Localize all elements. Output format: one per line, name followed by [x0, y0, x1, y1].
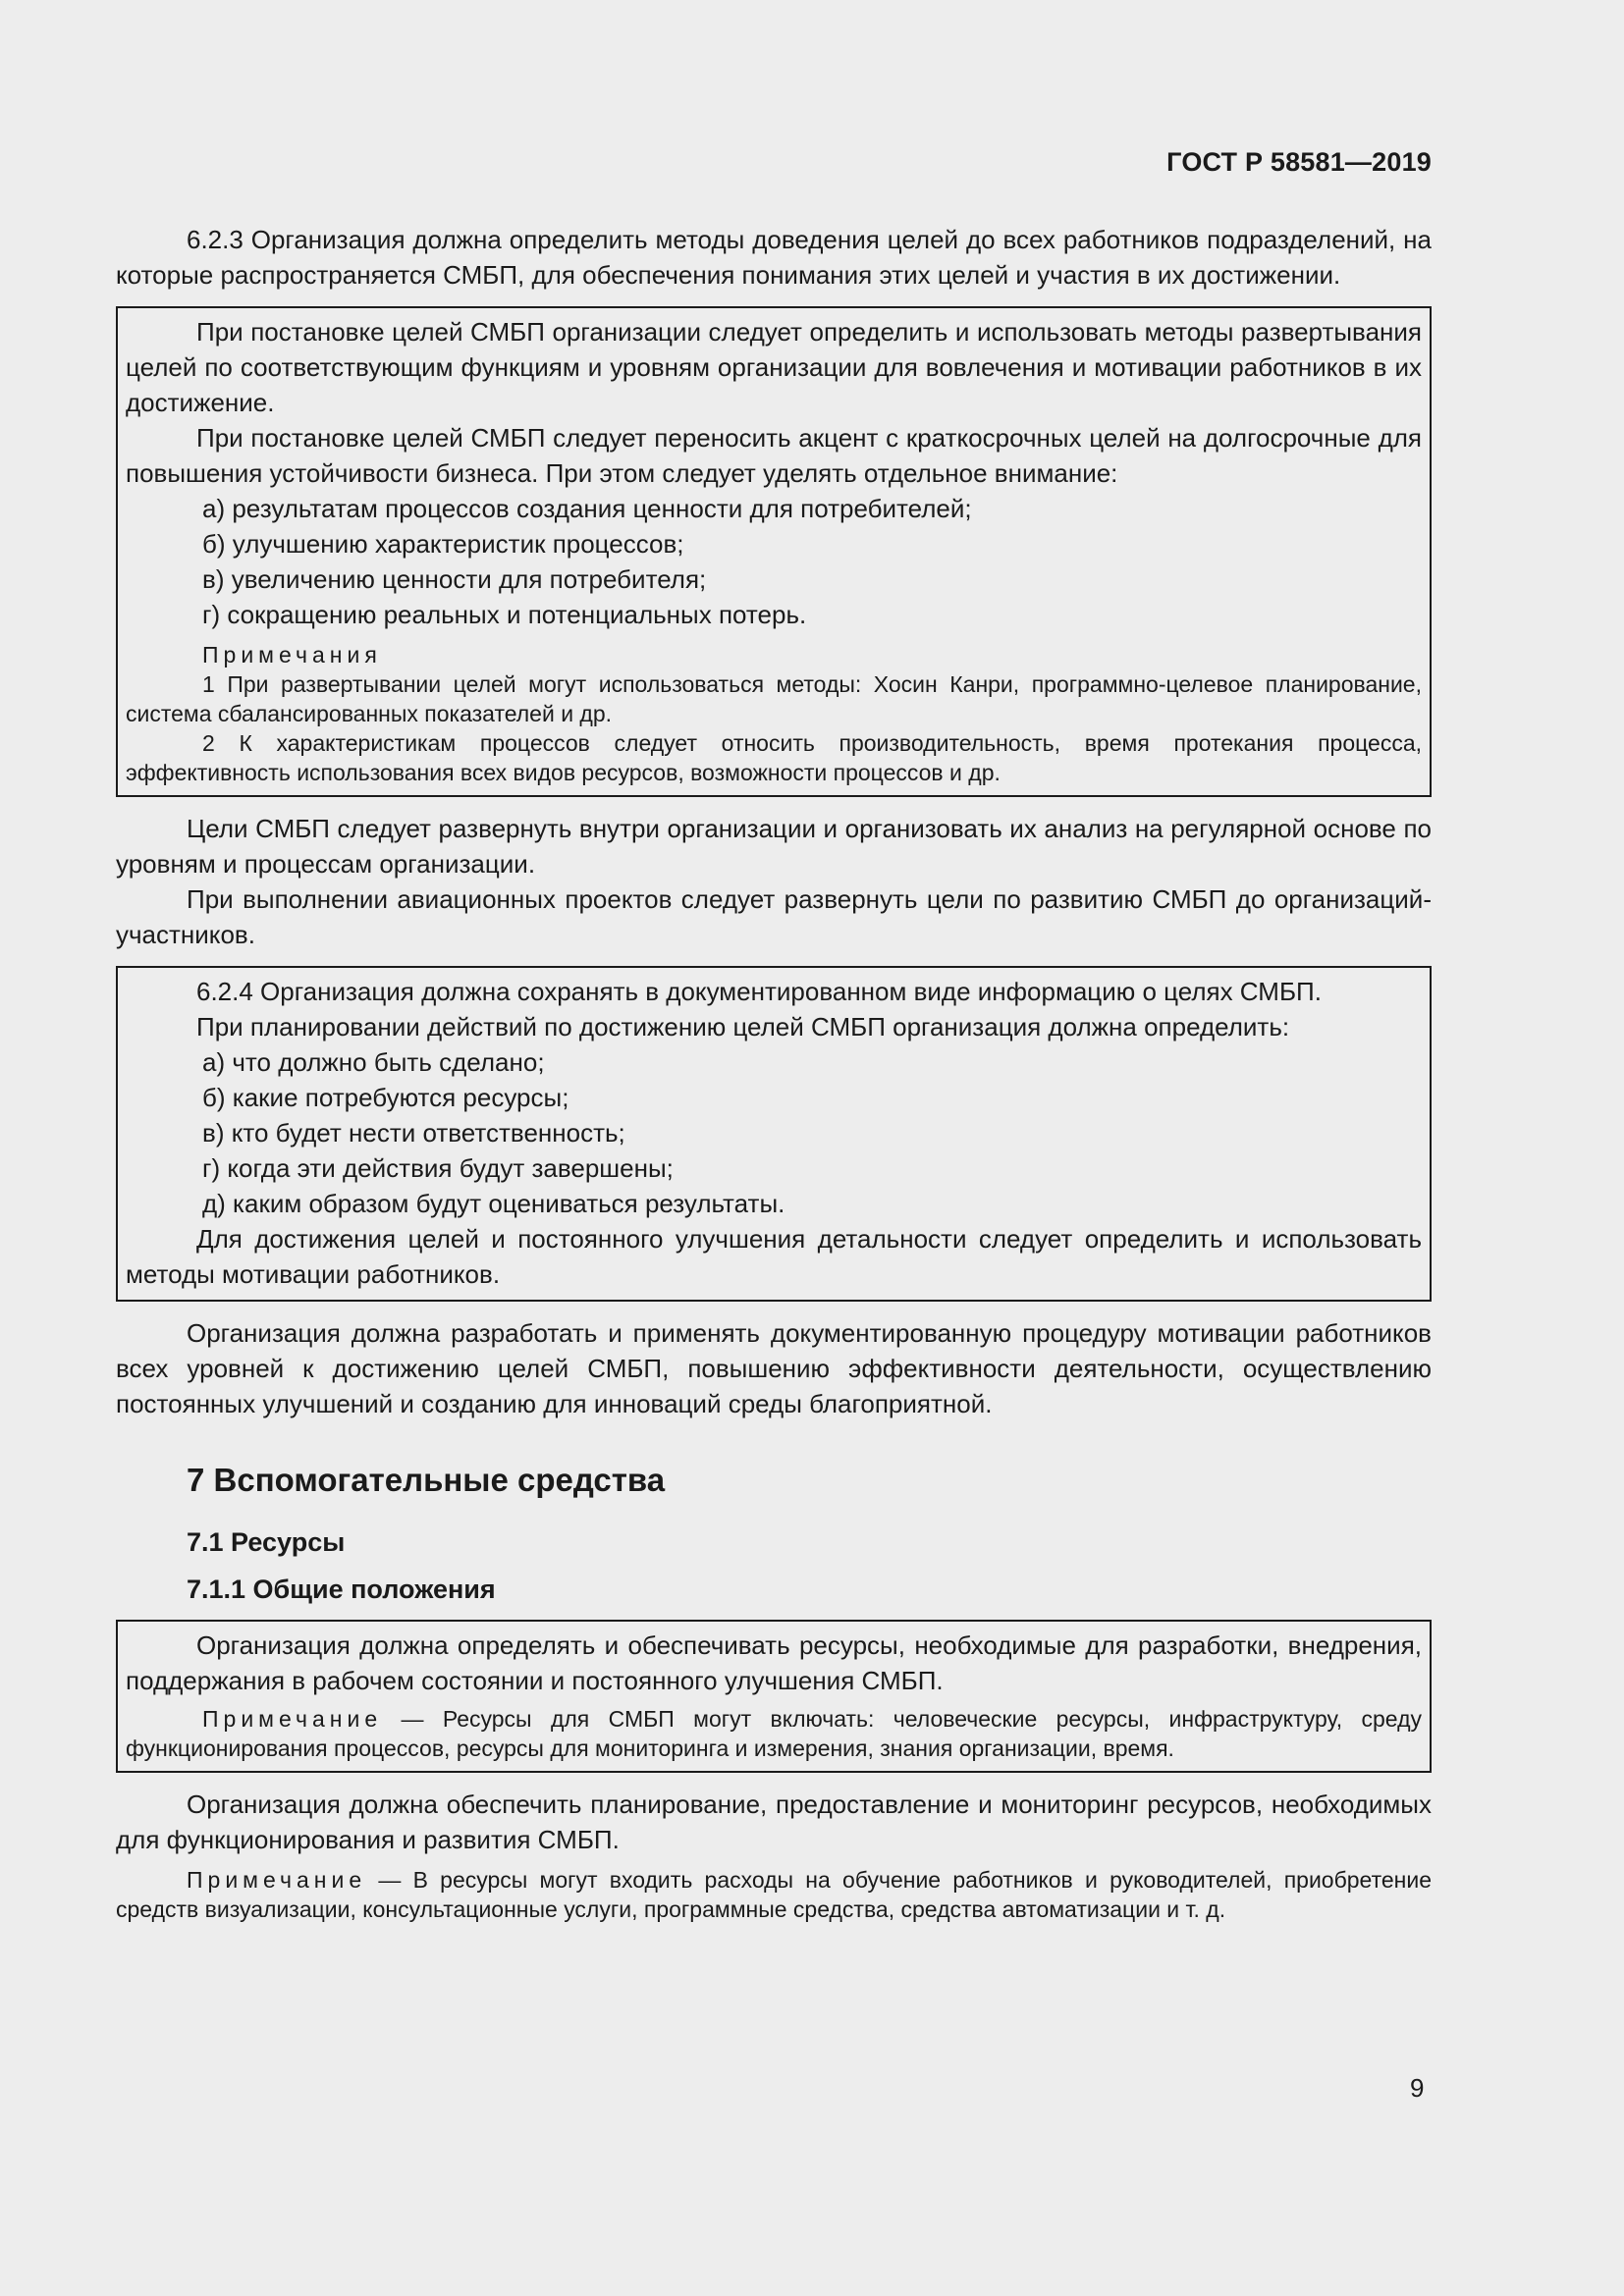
note-1: 1 При развертывании целей могут использоваться методы: Хосин Канри, программно-целевое планирование, система сбалансированных показателей и др. — [126, 671, 1422, 726]
list-item: а) результатам процессов создания ценности для потребителей; — [202, 494, 972, 523]
box1-paragraph-1: При постановке целей СМБП организации следует определить и использовать методы развертывания целей по соответствующим функциям и уровням организации для вовлечения и мотивации работников в их достижение. — [126, 317, 1422, 417]
resource-note — [116, 1865, 1432, 1924]
section-7-heading: 7 Вспомогательные средства — [187, 1462, 666, 1498]
list-item: в) кто будет нести ответственность; — [202, 1118, 625, 1148]
box2-paragraph-2: При планировании действий по достижению целей СМБП организация должна определить: — [196, 1012, 1290, 1041]
note-2: 2 К характеристикам процессов следует относить производительность, время протекания процесса, эффективность использования всех видов ресурсов, возможности процессов и др. — [126, 730, 1422, 785]
box2-paragraph-3: Для достижения целей и постоянного улучшения детальности следует определить и использовать методы мотивации работников. — [126, 1224, 1422, 1289]
framed-block-goals-deployment — [116, 306, 1432, 797]
paragraph-motivation-procedure: Организация должна разработать и применять документированную процедуру мотивации работников всех уровней к достижению целей СМБП, повышению эффективности деятельности, осуществлению постоянных улучшений и созданию для инноваций среды благоприятной. — [116, 1318, 1432, 1418]
paragraph-aviation-projects: При выполнении авиационных проектов следует развернуть цели по развитию СМБП до организаций-участников. — [116, 884, 1432, 949]
box3-note — [126, 1704, 1422, 1763]
note-text: — В ресурсы могут входить расходы на обучение работников и руководителей, приобретение средств визуализации, консультационные услуги, программные средства, средства автоматизации и т. д. — [116, 1867, 1432, 1922]
notes-title: Примечания — [202, 642, 382, 667]
list-item: б) улучшению характеристик процессов; — [202, 529, 684, 559]
section-7-1-1-heading: 7.1.1 Общие положения — [187, 1575, 496, 1604]
box1-paragraph-2: При постановке целей СМБП следует переносить акцент с краткосрочных целей на долгосрочные для повышения устойчивости бизнеса. При этом следует уделять отдельное внимание: — [126, 423, 1422, 488]
note-text: — Ресурсы для СМБП могут включать: человеческие ресурсы, инфраструктуру, среду функционирования процессов, ресурсы для мониторинга и измерения, знания организации, время. — [126, 1706, 1422, 1761]
list-item: д) каким образом будут оцениваться результаты. — [202, 1189, 785, 1218]
paragraph-goals-analysis: Цели СМБП следует развернуть внутри организации и организовать их анализ на регулярной основе по уровням и процессам организации. — [116, 814, 1432, 879]
note-label: Примечание — [187, 1867, 367, 1893]
box3-paragraph-1: Организация должна определять и обеспечивать ресурсы, необходимые для разработки, внедрения, поддержания в рабочем состоянии и постоянного улучшения СМБП. — [126, 1630, 1422, 1695]
list-item: б) какие потребуются ресурсы; — [202, 1083, 569, 1112]
document-body — [116, 222, 1432, 1924]
page-number: 9 — [1410, 2073, 1425, 2103]
note-label: Примечание — [202, 1706, 383, 1732]
section-7-1-heading: 7.1 Ресурсы — [187, 1527, 346, 1557]
box2-paragraph-1: 6.2.4 Организация должна сохранять в документированном виде информацию о целях СМБП. — [196, 977, 1322, 1006]
paragraph-resource-planning: Организация должна обеспечить планирование, предоставление и мониторинг ресурсов, необходимых для функционирования и развития СМБП. — [116, 1789, 1432, 1854]
list-item: г) сокращению реальных и потенциальных потерь. — [202, 600, 807, 629]
section-6-2-3-paragraph: 6.2.3 Организация должна определить методы доведения целей до всех работников подразделений, на которые распространяется СМБП, для обеспечения понимания этих целей и участия в их достижении. — [116, 225, 1432, 290]
list-item: в) увеличению ценности для потребителя; — [202, 564, 707, 594]
framed-block-resources — [116, 1620, 1432, 1773]
framed-block-section-6-2-4 — [116, 966, 1432, 1302]
document-code: ГОСТ Р 58581—2019 — [1166, 147, 1432, 177]
list-item: а) что должно быть сделано; — [202, 1047, 545, 1077]
list-item: г) когда эти действия будут завершены; — [202, 1153, 674, 1183]
